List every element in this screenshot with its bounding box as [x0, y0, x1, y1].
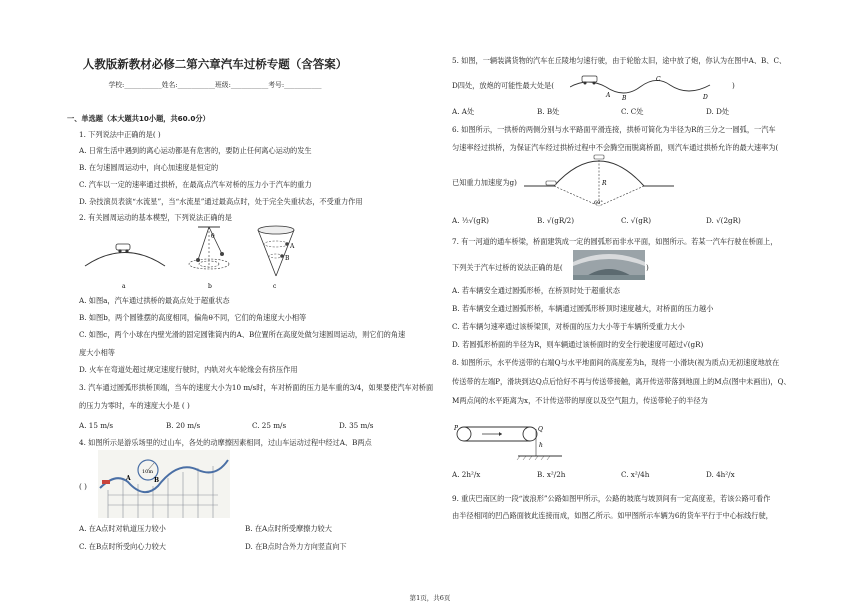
q1-option-c: C. 汽车以一定的速率通过拱桥，在最高点汽车对桥的压力小于汽车的重力 [79, 180, 312, 189]
q4-option-a: A. 在A点时对轨道压力较小 [79, 524, 166, 533]
q6-angle-label: 60° [594, 200, 603, 206]
q6-option-a: A. ½√(gR) [452, 216, 489, 225]
fig-b-theta: θ [211, 233, 215, 240]
q7-stem: 7. 有一河道的通车桥梁，桥面建筑成一定的圆弧形而非水平面，如图所示。若某一汽车行驶在桥面上， [452, 237, 778, 246]
q7-option-c: C. 若车辆匀速率通过该桥梁顶，对桥面的压力大小等于车辆所受重力大小 [452, 322, 685, 331]
q4-stem: 4. 如图所示是游乐场里的过山车，各处的动摩擦因素相同，过山车运动过程中经过A、B两点 [79, 438, 372, 447]
q4-option-c: C. 在B点时所受向心力较大 [79, 542, 166, 551]
q8-stem-cont: 传送带的左端P，滑块到达Q点后恰好不再与传送带接触，离开传送带落到地面上的M点(图中未画出)，Q、 [452, 377, 791, 386]
q8-option-b: B. x²/2h [537, 470, 566, 479]
q8-option-c: C. x²/4h [621, 470, 650, 479]
q4-radius-label: 10m [142, 469, 154, 475]
q5-point-c: C [656, 76, 661, 83]
q4-option-d: D. 在B点时合外力方向竖直向下 [245, 542, 347, 551]
q6-stem-cont2: 已知重力加速度为g) [452, 178, 517, 187]
q9-stem: 9. 重庆巴南区的一段“波浪形”公路如图甲所示，公路的坡底与坡顶间有一定高度差，若该公路可看作 [452, 494, 771, 503]
q1-stem: 1. 下列说法中正确的是( ) [79, 130, 161, 139]
q8-conveyor-figure [452, 422, 562, 462]
q2-option-b: B. 如图b，两个圆锥摆的高度相同，偏角θ不同，它们的角速度大小相等 [79, 313, 307, 322]
q8-stem-cont2: M两点间的水平距离为x，不计传送带的厚度以及空气阻力，传送带轮子的半径为 [452, 396, 708, 405]
q4-option-b: B. 在A点时所受摩擦力较大 [245, 524, 332, 533]
q8-option-a: A. 2h²/x [452, 470, 481, 479]
q5-option-d: D. D处 [706, 107, 730, 116]
q2-option-c: C. 如图c，两个小球在内壁光滑的固定圆锥筒内的A、B位置所在高度处做匀速圆周运动，则它们的角速 [79, 330, 406, 339]
q2-figure [80, 224, 300, 292]
q4-blank: ( ) [79, 482, 87, 491]
fig-c-label: c [273, 283, 277, 290]
q1-option-d: D. 杂技演员表演“水流星”，当“水流星”通过最高点时，处于完全失重状态，不受重力作用 [79, 197, 363, 206]
q8-option-d: D. 4h²/x [706, 470, 735, 479]
q4-roller-coaster-figure [98, 450, 230, 518]
q8-height-label: h [539, 442, 543, 449]
page-footer: 第1页，共6页 [409, 594, 451, 602]
q6-stem-cont: 匀速率经过拱桥，为保证汽车经过拱桥过程中不会腾空而脱离桥面，则汽车通过拱桥允许的最大速率为( [452, 143, 779, 152]
section-heading: 一、单选题（本大题共10小题，共60.0分） [67, 114, 210, 123]
q5-stem: 5. 如图，一辆装满货物的汽车在丘陵地匀速行驶，由于轮胎太旧，途中放了炮，你认为在图中A、B、C、 [452, 56, 787, 65]
q5-stem-end: ) [732, 81, 735, 90]
q6-option-b: B. √(gR/2) [537, 216, 575, 225]
q9-stem-cont: 由半径相同的凹凸路面彼此连接而成，如图乙所示。如甲图所示车辆为6的货车平行于中心标线行驶， [452, 511, 773, 520]
q5-point-b: B [622, 95, 627, 101]
q6-option-d: D. √(2gR) [706, 216, 741, 225]
q2-stem: 2. 有关圆周运动的基本模型，下列说法正确的是 [79, 213, 232, 222]
q2-option-d: D. 火车在弯道处超过规定速度行驶时，内轨对火车轮缘会有挤压作用 [79, 365, 298, 374]
q7-stem-end: ) [646, 263, 649, 272]
q3-option-d: D. 35 m/s [339, 421, 374, 430]
student-info-line: 学校:___________姓名:___________班级:___________考号:___________ [108, 81, 322, 89]
q7-bridge-photo [573, 250, 645, 280]
q6-option-c: C. √(gR) [621, 216, 652, 225]
q8-point-p: P [454, 425, 459, 432]
q7-option-d: D. 若圆弧形桥面的半径为R，则车辆通过该桥面时的安全行驶速度可超过√(gR) [452, 340, 704, 349]
q7-option-b: B. 若车辆安全通过圆弧形桥，车辆通过圆弧形桥顶时速度越大，对桥面的压力越小 [452, 304, 714, 313]
q4-point-b: B [154, 477, 160, 484]
q3-option-b: B. 20 m/s [166, 421, 201, 430]
q5-option-b: B. B处 [537, 107, 560, 116]
q3-option-c: C. 25 m/s [252, 421, 287, 430]
q8-point-q: Q [538, 426, 543, 433]
q5-option-a: A. A处 [452, 107, 475, 116]
q5-point-d: D [703, 94, 708, 101]
q8-stem: 8. 如图所示，水平传送带的右端Q与水平地面间的高度差为h，现将一小滑块(视为质点)无初速度地放在 [452, 358, 780, 367]
q5-stem-cont: D四处，放炮的可能性最大处是( [452, 81, 555, 90]
q5-option-c: C. C处 [621, 107, 644, 116]
q6-arch-bridge-figure [524, 150, 674, 210]
q1-option-b: B. 在匀速圆周运动中，向心加速度是恒定的 [79, 163, 219, 172]
q7-stem-cont: 下列关于汽车过桥的说法正确的是( [452, 263, 563, 272]
q5-point-a: A [606, 92, 611, 99]
q3-option-a: A. 15 m/s [79, 421, 114, 430]
fig-c-b: B [285, 255, 290, 262]
q4-point-a: A [126, 475, 131, 482]
page-title: 人教版新教材必修二第六章汽车过桥专题（含答案） [82, 57, 348, 71]
q2-option-a: A. 如图a，汽车通过拱桥的最高点处于超重状态 [79, 296, 230, 305]
q3-stem: 3. 汽车通过圆弧形拱桥顶端，当车的速度大小为10 m/s时，车对桥面的压力是车重的3/4，如果要使汽车对桥面 [79, 383, 434, 392]
q6-radius-label: R [602, 180, 607, 187]
q7-option-a: A. 若车辆安全通过圆弧形桥，在桥顶时处于超重状态 [452, 286, 620, 295]
q5-hill-figure [570, 73, 730, 101]
q3-stem-cont: 的压力为零时，车的速度大小是 ( ) [79, 401, 190, 410]
fig-c-a: A [290, 243, 295, 250]
q1-option-a: A. 日常生活中遇到的离心运动都是有危害的，要防止任何离心运动的发生 [79, 146, 312, 155]
q2-option-c-cont: 度大小相等 [79, 348, 115, 357]
q6-stem: 6. 如图所示，一拱桥的两侧分别与水平路面平滑连接，拱桥可简化为半径为R的三分之一圆弧，一汽车 [452, 125, 776, 134]
fig-b-label: b [208, 283, 212, 290]
fig-a-label: a [122, 283, 126, 290]
